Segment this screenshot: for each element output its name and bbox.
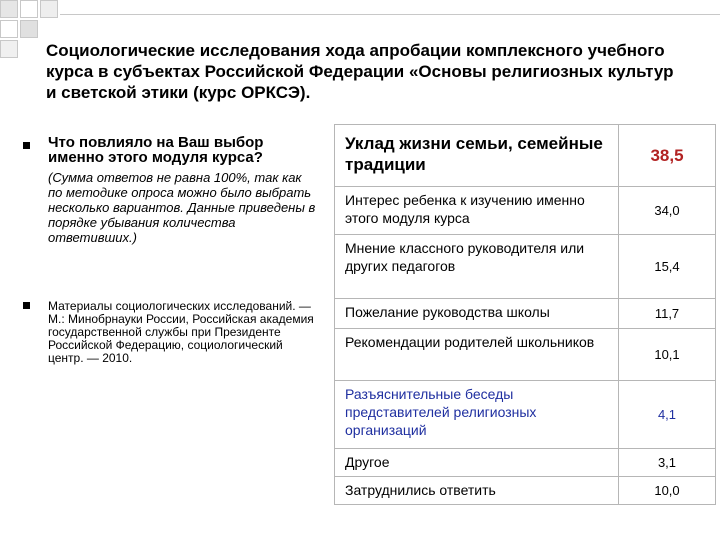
answer-value: 34,0	[619, 187, 716, 235]
table-row	[335, 329, 716, 381]
top-rule	[60, 14, 720, 15]
bullet-marker	[23, 142, 30, 149]
answer-value: 10,0	[619, 477, 716, 505]
survey-question: Что повлияло на Ваш выбор именно этого модуля курса?	[48, 134, 264, 166]
survey-note: (Сумма ответов не равна 100%, так как по методике опроса можно было выбрать несколько вариантов. Данные приведены в порядке убывания количества ответивших.)	[48, 170, 316, 245]
table-row	[335, 381, 716, 449]
bullet-marker	[23, 302, 30, 309]
answer-value: 11,7	[619, 299, 716, 329]
answer-value: 10,1	[619, 329, 716, 381]
table-row	[335, 235, 716, 299]
table-row	[335, 477, 716, 505]
answer-label: Интерес ребенка к изучению именно этого модуля курса	[335, 187, 619, 235]
decor-square	[0, 20, 18, 38]
decor-square	[20, 20, 38, 38]
answer-value: 38,5	[619, 125, 716, 187]
answer-value: 15,4	[619, 235, 716, 299]
answer-label: Затруднились ответить	[335, 477, 619, 505]
slide-title: Социологические исследования хода апробации комплексного учебного курса в субъектах Российской Федерации «Основы религиозных культур и светской этики (курс ОРКСЭ).	[46, 41, 674, 102]
answer-value: 4,1	[619, 381, 716, 449]
table-row	[335, 125, 716, 187]
answer-label: Уклад жизни семьи, семейные традиции	[335, 125, 619, 187]
answer-label: Пожелание руководства школы	[335, 299, 619, 329]
table-row	[335, 299, 716, 329]
decor-square	[0, 0, 18, 18]
decor-square	[0, 40, 18, 58]
decor-square	[20, 0, 38, 18]
answer-label: Другое	[335, 449, 619, 477]
table-row	[335, 187, 716, 235]
answer-value: 3,1	[619, 449, 716, 477]
answer-label: Рекомендации родителей школьников	[335, 329, 619, 381]
source-citation: Материалы социологических исследований. — М.: Минобрнауки России, Российская академия государственной службы при Президенте Российской Федерацию, социологический центр. — 2010.	[48, 299, 314, 365]
results-table	[334, 124, 716, 505]
answer-label: Мнение классного руководителя или других педагогов	[335, 235, 619, 299]
table-row	[335, 449, 716, 477]
decor-square	[40, 0, 58, 18]
answer-label: Разъяснительные беседы представителей религиозных организаций	[335, 381, 619, 449]
